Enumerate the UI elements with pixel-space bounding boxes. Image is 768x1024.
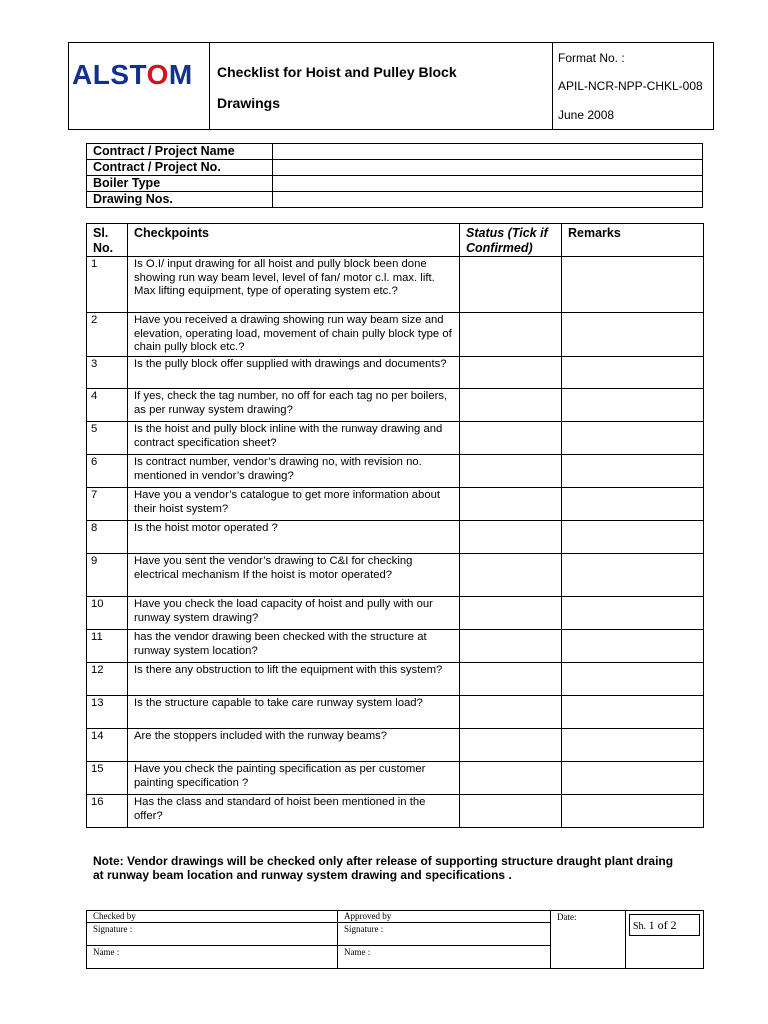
sheet-prefix: Sh. (633, 921, 647, 932)
table-row (87, 389, 704, 422)
format-cell (553, 43, 713, 129)
row-number: 13 (87, 696, 128, 729)
row-checkpoint: Has the class and standard of hoist been mentioned in the offer? (128, 795, 460, 828)
row-checkpoint: Have you sent the vendor’s drawing to C&I for checking electrical mechanism If the hoist is motor operated? (128, 554, 460, 597)
table-row (87, 762, 704, 795)
sheet-number: 1 of 2 (648, 918, 677, 932)
row-number: 14 (87, 729, 128, 762)
document-title-line1: Checklist for Hoist and Pulley Block (217, 64, 457, 80)
row-status-cell[interactable] (460, 554, 562, 597)
info-label: Contract / Project No. (87, 160, 273, 176)
row-remarks-cell[interactable] (562, 357, 704, 389)
row-checkpoint: If yes, check the tag number, no off for each tag no per boilers, as per runway system drawing? (128, 389, 460, 422)
row-checkpoint: has the vendor drawing been checked with the structure at runway system location? (128, 630, 460, 663)
row-status-cell[interactable] (460, 762, 562, 795)
row-number: 12 (87, 663, 128, 696)
info-value[interactable] (273, 160, 703, 176)
approved-by-name[interactable] (338, 946, 551, 969)
row-number: 5 (87, 422, 128, 455)
table-row (87, 554, 704, 597)
row-remarks-cell[interactable] (562, 762, 704, 795)
row-status-cell[interactable] (460, 455, 562, 488)
info-label: Drawing Nos. (87, 192, 273, 208)
format-no-value: APIL-NCR-NPP-CHKL-008 (558, 79, 703, 93)
table-row (87, 663, 704, 696)
row-number: 11 (87, 630, 128, 663)
row-status-cell[interactable] (460, 663, 562, 696)
row-status-cell[interactable] (460, 795, 562, 828)
row-remarks-cell[interactable] (562, 729, 704, 762)
row-number: 15 (87, 762, 128, 795)
row-remarks-cell[interactable] (562, 521, 704, 554)
table-row (87, 795, 704, 828)
row-checkpoint: Are the stoppers included with the runway beams? (128, 729, 460, 762)
header-checkpoints: Checkpoints (128, 224, 460, 257)
row-remarks-cell[interactable] (562, 554, 704, 597)
table-row (87, 696, 704, 729)
table-row (87, 455, 704, 488)
document-title-line2: Drawings (217, 95, 281, 111)
alstom-logo: ALSTOM (72, 59, 193, 90)
row-number: 1 (87, 257, 128, 313)
table-row (87, 257, 704, 313)
row-checkpoint: Is there any obstruction to lift the equipment with this system? (128, 663, 460, 696)
row-status-cell[interactable] (460, 630, 562, 663)
row-status-cell[interactable] (460, 257, 562, 313)
header-remarks: Remarks (562, 224, 704, 257)
date-cell[interactable] (551, 911, 626, 969)
row-number: 10 (87, 597, 128, 630)
checklist-table (86, 223, 704, 828)
row-checkpoint: Is O.I/ input drawing for all hoist and pully block been done showing run way beam level, level of fan/ motor c.l. max. lift. Max lifting equipment, type of operating system etc.? (128, 257, 460, 313)
row-status-cell[interactable] (460, 597, 562, 630)
row-remarks-cell[interactable] (562, 795, 704, 828)
row-status-cell[interactable] (460, 696, 562, 729)
info-row (87, 144, 703, 160)
info-label: Boiler Type (87, 176, 273, 192)
row-remarks-cell[interactable] (562, 597, 704, 630)
table-row (87, 521, 704, 554)
signature-label: Signature : (344, 924, 384, 934)
format-no-label: Format No. : (558, 51, 625, 65)
table-row (87, 597, 704, 630)
row-status-cell[interactable] (460, 488, 562, 521)
row-remarks-cell[interactable] (562, 696, 704, 729)
sheet-cell (626, 911, 704, 969)
row-number: 2 (87, 313, 128, 357)
approved-by-signature[interactable] (338, 923, 551, 946)
row-checkpoint: Have you check the load capacity of hoist and pully with our runway system drawing? (128, 597, 460, 630)
signature-label: Signature : (93, 924, 133, 934)
name-label: Name : (344, 947, 371, 957)
row-status-cell[interactable] (460, 422, 562, 455)
row-status-cell[interactable] (460, 729, 562, 762)
row-checkpoint: Is the pully block offer supplied with drawings and documents? (128, 357, 460, 389)
note-text: Note: Vendor drawings will be checked only after release of supporting structure draught plant draing at runway beam location and runway system drawing and specifications . (93, 854, 674, 882)
info-value[interactable] (273, 176, 703, 192)
signoff-row (87, 911, 704, 923)
row-checkpoint: Is the structure capable to take care runway system load? (128, 696, 460, 729)
checked-by-name[interactable] (87, 946, 338, 969)
logo-cell (69, 43, 210, 129)
header-status: Status (Tick if Confirmed) (460, 224, 562, 257)
info-value[interactable] (273, 144, 703, 160)
info-row (87, 192, 703, 208)
table-row (87, 630, 704, 663)
date-label: Date: (557, 912, 577, 922)
row-checkpoint: Is contract number, vendor’s drawing no, with revision no. mentioned in vendor’s drawing? (128, 455, 460, 488)
row-number: 16 (87, 795, 128, 828)
name-label: Name : (93, 947, 120, 957)
row-checkpoint: Is the hoist motor operated ? (128, 521, 460, 554)
contract-info-table (86, 143, 703, 208)
row-checkpoint: Have you a vendor’s catalogue to get more information about their hoist system? (128, 488, 460, 521)
row-number: 9 (87, 554, 128, 597)
sheet-box (629, 914, 700, 936)
row-checkpoint: Is the hoist and pully block inline with the runway drawing and contract specification sheet? (128, 422, 460, 455)
signoff-table (86, 910, 704, 969)
row-remarks-cell[interactable] (562, 389, 704, 422)
row-remarks-cell[interactable] (562, 663, 704, 696)
row-number: 8 (87, 521, 128, 554)
table-row (87, 422, 704, 455)
table-row (87, 488, 704, 521)
format-date: June 2008 (558, 108, 615, 122)
title-cell (210, 43, 553, 129)
row-status-cell[interactable] (460, 357, 562, 389)
row-remarks-cell[interactable] (562, 455, 704, 488)
row-checkpoint: Have you received a drawing showing run way beam size and elevation, operating load, movement of chain pully block type of chain pully block etc.? (128, 313, 460, 357)
row-status-cell[interactable] (460, 389, 562, 422)
info-value[interactable] (273, 192, 703, 208)
row-remarks-cell[interactable] (562, 257, 704, 313)
row-status-cell[interactable] (460, 313, 562, 357)
checklist-header-row (87, 224, 704, 257)
row-number: 7 (87, 488, 128, 521)
header-sl-no: Sl. No. (87, 224, 128, 257)
checked-by-label: Checked by (87, 911, 338, 923)
row-status-cell[interactable] (460, 521, 562, 554)
row-remarks-cell[interactable] (562, 313, 704, 357)
row-remarks-cell[interactable] (562, 630, 704, 663)
row-remarks-cell[interactable] (562, 422, 704, 455)
row-number: 4 (87, 389, 128, 422)
table-row (87, 313, 704, 357)
row-remarks-cell[interactable] (562, 488, 704, 521)
info-label: Contract / Project Name (87, 144, 273, 160)
row-number: 6 (87, 455, 128, 488)
row-checkpoint: Have you check the painting specification as per customer painting specification ? (128, 762, 460, 795)
info-row (87, 176, 703, 192)
checked-by-signature[interactable] (87, 923, 338, 946)
row-number: 3 (87, 357, 128, 389)
approved-by-label: Approved by (338, 911, 551, 923)
document-header (68, 42, 714, 130)
info-row (87, 160, 703, 176)
table-row (87, 357, 704, 389)
table-row (87, 729, 704, 762)
